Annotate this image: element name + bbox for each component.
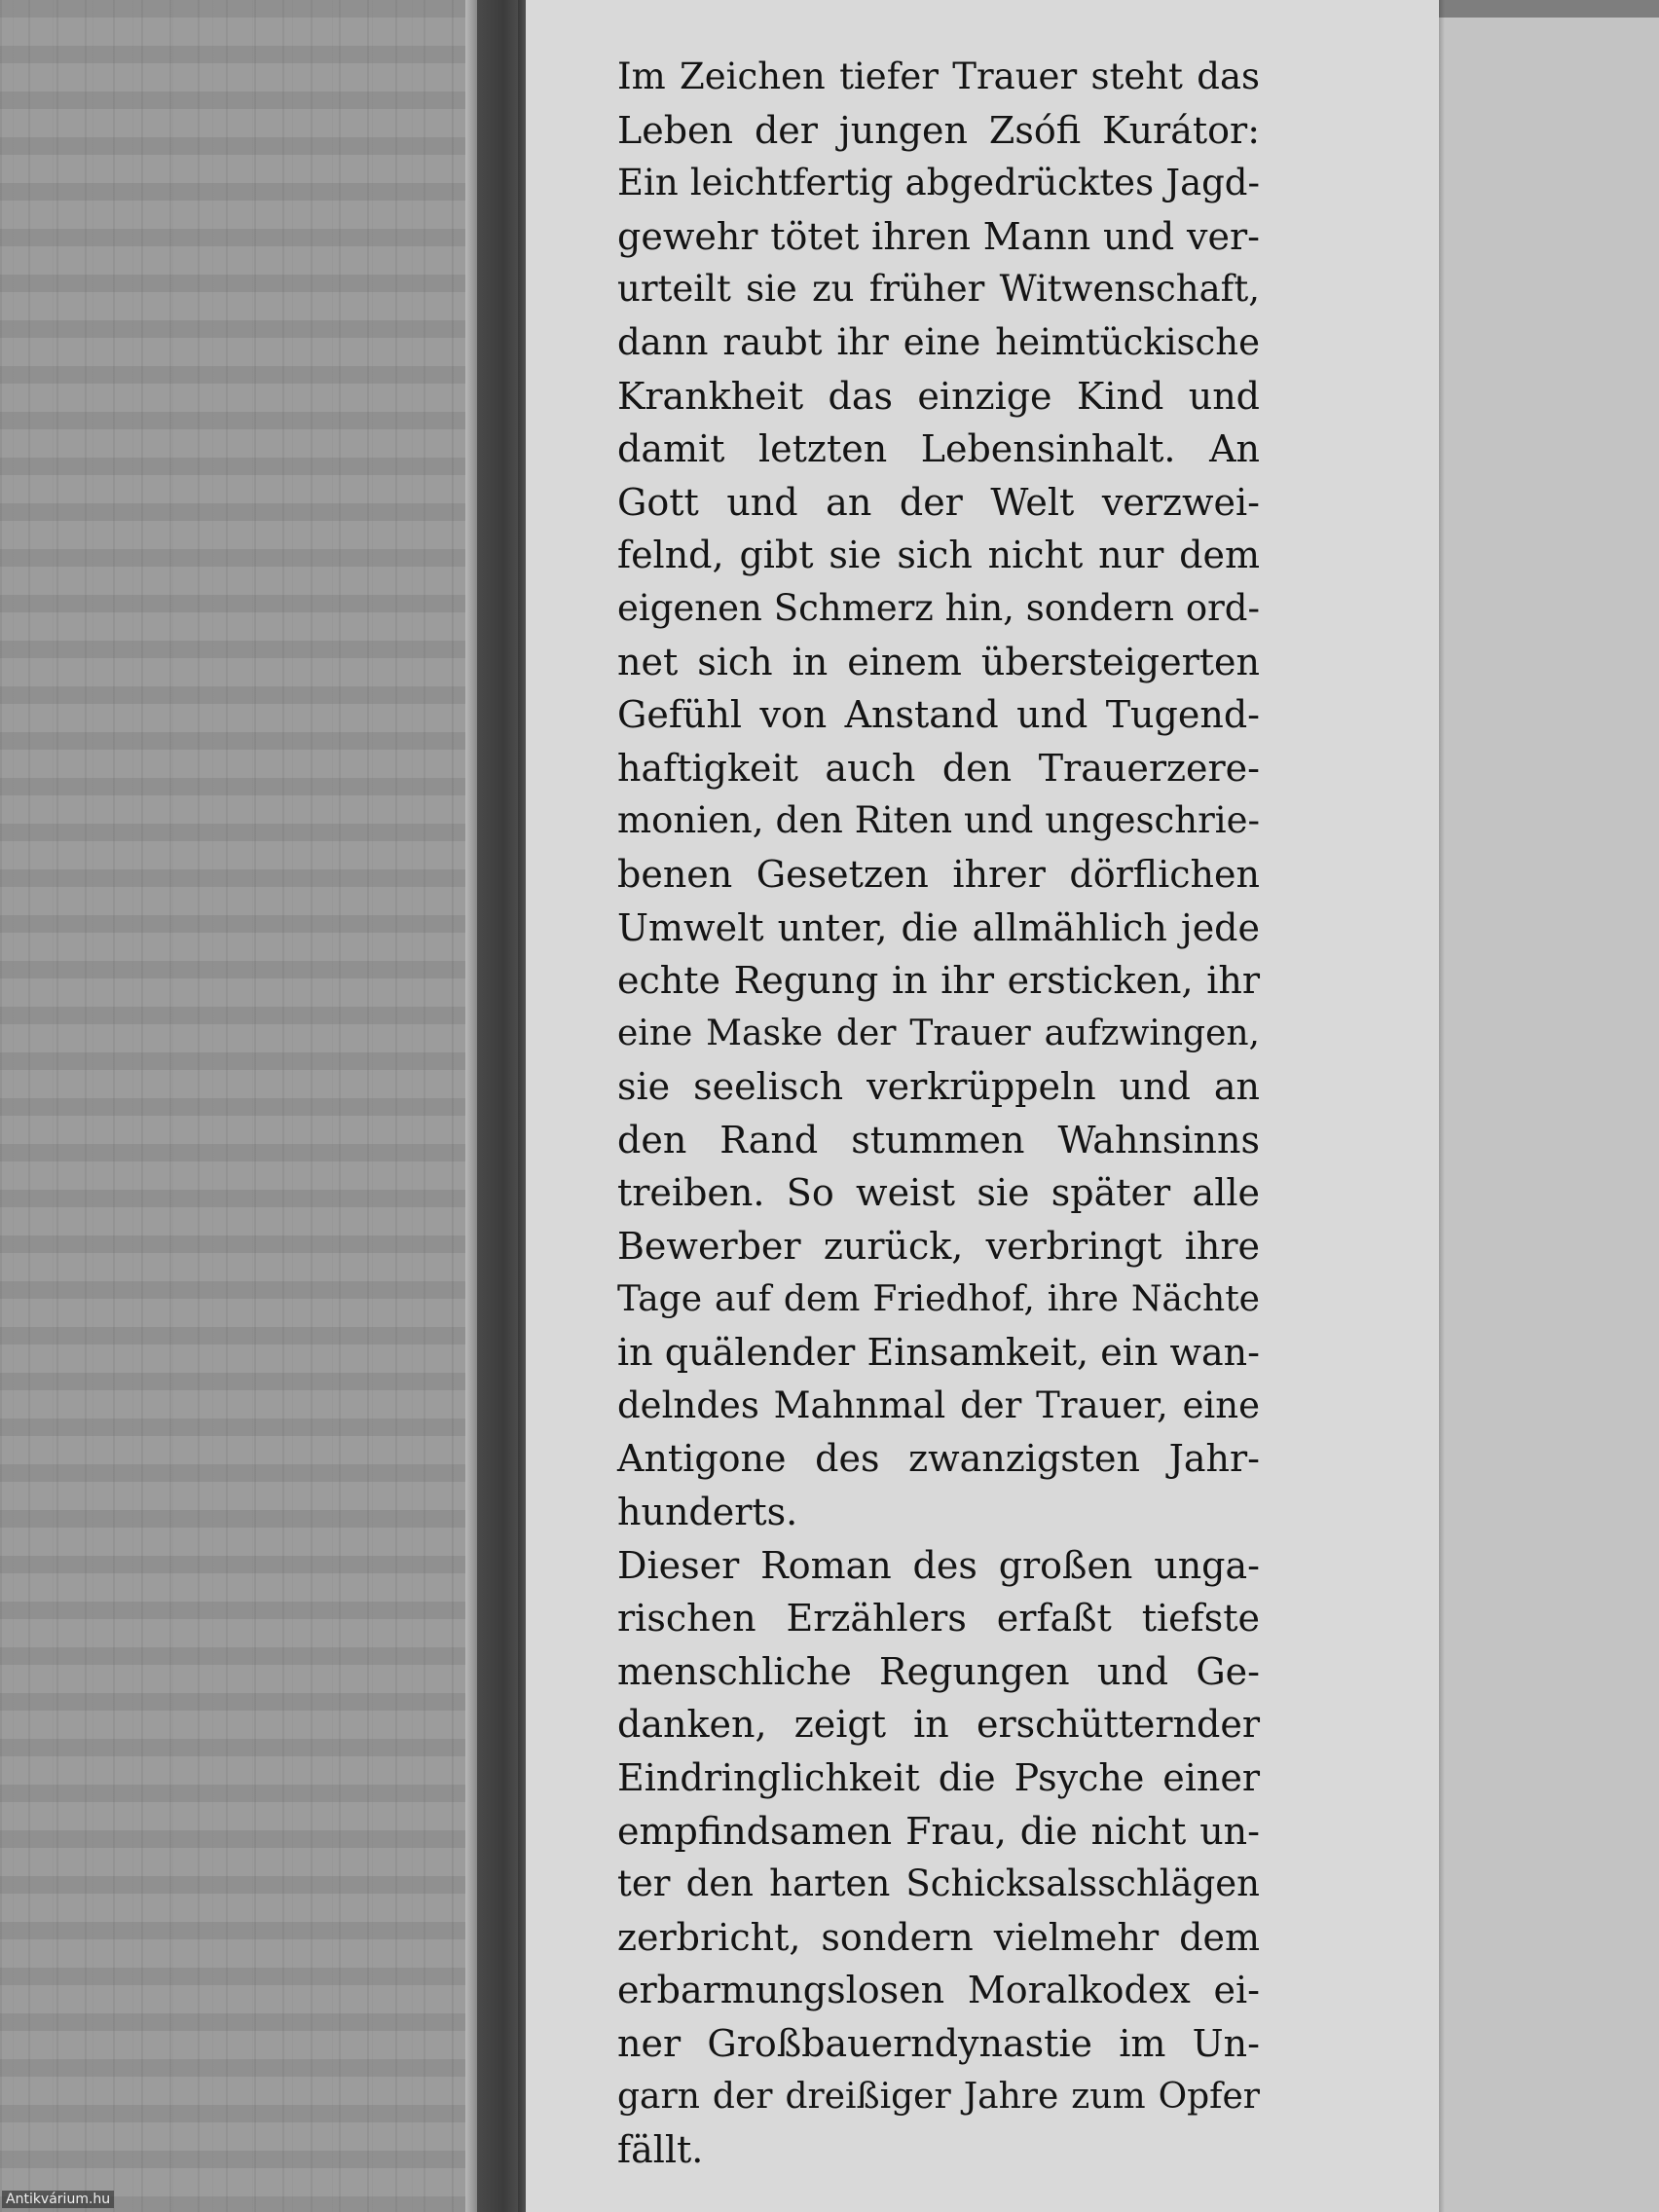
blurb-line: eine Maske der Trauer aufzwingen, [617, 1013, 1260, 1053]
blurb-line: treiben. So weist sie später alle [617, 1171, 1260, 1215]
book-cover-board [0, 0, 475, 2212]
blurb-line: rischen Erzählers erfaßt tiefste [617, 1597, 1260, 1641]
blurb-line: eigenen Schmerz hin, sondern ord- [617, 586, 1260, 629]
blurb-line: Gefühl von Anstand und Tugend- [617, 693, 1260, 737]
blurb-line: ner Großbauerndynastie im Un- [617, 2021, 1260, 2065]
background-page [1439, 18, 1659, 2212]
blurb-line: haftigkeit auch den Trauerzere- [617, 746, 1260, 790]
blurb-line: echte Regung in ihr ersticken, ihr [617, 959, 1260, 1003]
blurb-line: Leben der jungen Zsófi Kurátor: [617, 108, 1260, 152]
blurb-text [617, 51, 1260, 2177]
blurb-line: Eindringlichkeit die Psyche einer [617, 1756, 1260, 1799]
blurb-line: Bewerber zurück, verbringt ihre [617, 1225, 1260, 1269]
blurb-line: ter den harten Schicksalsschlägen [617, 1862, 1260, 1905]
blurb-line: garn der dreißiger Jahre zum Opfer [617, 2076, 1260, 2117]
blurb-line: monien, den Riten und ungeschrie- [617, 799, 1260, 842]
blurb-line: in quälender Einsamkeit, ein wan- [617, 1331, 1260, 1375]
blurb-line: sie seelisch verkrüppeln und an [617, 1065, 1260, 1109]
flap-edge-shadow [1439, 0, 1445, 2212]
blurb-line: net sich in einem übersteigerten [617, 640, 1260, 683]
blurb-line: urteilt sie zu früher Witwenschaft, [617, 268, 1260, 311]
board-edge [465, 0, 477, 2212]
blurb-line: fällt. [617, 2128, 704, 2172]
blurb-line: empfindsamen Frau, die nicht un- [617, 1809, 1260, 1853]
blurb-line: Krankheit das einzige Kind und [617, 374, 1260, 418]
blurb-line: Antigone des zwanzigsten Jahr- [617, 1437, 1260, 1481]
blurb-line: Gott und an der Welt verzwei- [617, 480, 1260, 524]
blurb-line: gewehr tötet ihren Mann und ver- [617, 214, 1260, 258]
blurb-line: damit letzten Lebensinhalt. An [617, 427, 1260, 471]
background-surface [1439, 0, 1659, 18]
blurb-line: Dieser Roman des großen unga- [617, 1543, 1260, 1587]
blurb-line: den Rand stummen Wahnsinns [617, 1118, 1260, 1161]
watermark: Antikvárium.hu [2, 2191, 114, 2208]
blurb-line: Im Zeichen tiefer Trauer steht das [617, 55, 1260, 97]
blurb-line: Ein leichtfertig abgedrücktes Jagd- [617, 162, 1260, 204]
blurb-line: erbarmungslosen Moralkodex ei- [617, 1969, 1260, 2012]
blurb-line: benen Gesetzen ihrer dörflichen [617, 852, 1260, 896]
blurb-line: menschliche Regungen und Ge- [617, 1649, 1260, 1693]
blurb-line: delndes Mahnmal der Trauer, eine [617, 1383, 1260, 1426]
blurb-line: danken, zeigt in erschütternder [617, 1703, 1260, 1747]
blurb-line: zerbricht, sondern vielmehr dem [617, 1915, 1260, 1959]
blurb-line: Umwelt unter, die allmählich jede [617, 905, 1260, 949]
blurb-line: felnd, gibt sie sich nicht nur dem [617, 534, 1260, 577]
blurb-line: Tage auf dem Friedhof, ihre Nächte [617, 1278, 1260, 1319]
blurb-line: dann raubt ihr eine heimtückische [617, 320, 1260, 363]
blurb-line: hunderts. [617, 1491, 798, 1534]
